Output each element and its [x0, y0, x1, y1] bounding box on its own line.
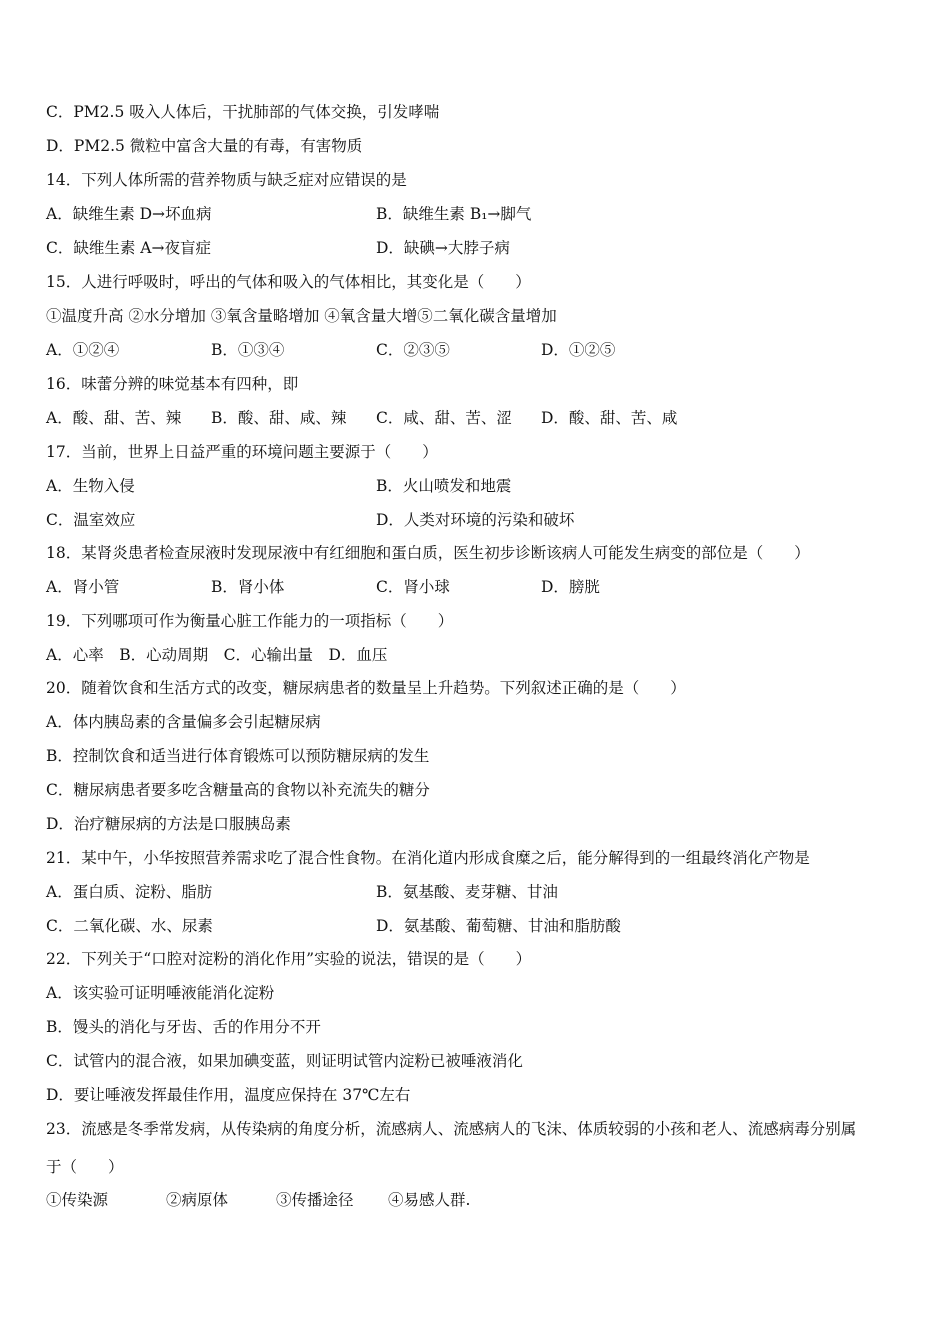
question-18: 18．某肾炎患者检查尿液时发现尿液中有红细胞和蛋白质，医生初步诊断该病人可能发生病变的部位是（ ） [46, 544, 810, 562]
q17-option-b: B．火山喷发和地震 [376, 477, 512, 495]
q23-option-4: ④易感人群. [388, 1191, 471, 1209]
q14-option-d: D．缺碘→大脖子病 [376, 239, 510, 257]
q21-option-d: D．氨基酸、葡萄糖、甘油和脂肪酸 [376, 917, 621, 935]
q22-option-c: C．试管内的混合液，如果加碘变蓝，则证明试管内淀粉已被唾液消化 [46, 1052, 523, 1070]
q18-option-d: D．膀胱 [541, 578, 600, 596]
q18-option-c: C．肾小球 [376, 578, 450, 596]
q22-option-b: B．馒头的消化与牙齿、舌的作用分不开 [46, 1018, 321, 1036]
q23-option-2: ②病原体 [166, 1191, 229, 1209]
q16-option-c: C．咸、甜、苦、涩 [376, 409, 512, 427]
question-23: 23．流感是冬季常发病，从传染病的角度分析，流感病人、流感病人的飞沫、体质较弱的小孩和老人、流感病毒分别属 [46, 1120, 857, 1138]
q21-option-c: C．二氧化碳、水、尿素 [46, 917, 213, 935]
q14-option-b: B．缺维生素 B₁→脚气 [376, 205, 532, 223]
option-line: D．PM2.5 微粒中富含大量的有毒，有害物质 [46, 137, 363, 155]
q15-option-a: A．①②④ [46, 341, 120, 359]
q15-option-c: C．②③⑤ [376, 341, 450, 359]
q14-option-c: C．缺维生素 A→夜盲症 [46, 239, 211, 257]
q21-option-a: A．蛋白质、淀粉、脂肪 [46, 883, 213, 901]
q20-option-b: B．控制饮食和适当进行体育锻炼可以预防糖尿病的发生 [46, 747, 430, 765]
q15-option-b: B．①③④ [211, 341, 285, 359]
question-21: 21．某中午，小华按照营养需求吃了混合性食物。在消化道内形成食糜之后，能分解得到的一组最终消化产物是 [46, 849, 810, 867]
q20-option-a: A．体内胰岛素的含量偏多会引起糖尿病 [46, 713, 321, 731]
q22-option-a: A．该实验可证明唾液能消化淀粉 [46, 984, 275, 1002]
q23-option-3: ③传播途径 [276, 1191, 354, 1209]
question-22: 22．下列关于“口腔对淀粉的消化作用”实验的说法，错误的是（ ） [46, 950, 532, 968]
q17-option-c: C．温室效应 [46, 511, 136, 529]
q19-options: A．心率 B．心动周期 C．心输出量 D．血压 [46, 646, 388, 664]
question-19: 19．下列哪项可作为衡量心脏工作能力的一项指标（ ） [46, 612, 454, 630]
question-14: 14．下列人体所需的营养物质与缺乏症对应错误的是 [46, 171, 407, 189]
q18-option-b: B．肾小体 [211, 578, 285, 596]
q21-option-b: B．氨基酸、麦芽糖、甘油 [376, 883, 558, 901]
question-23-continued: 于（ ） [46, 1158, 124, 1176]
q22-option-d: D．要让唾液发挥最佳作用，温度应保持在 37℃左右 [46, 1086, 411, 1104]
q16-option-d: D．酸、甜、苦、咸 [541, 409, 678, 427]
q20-option-c: C．糖尿病患者要多吃含糖量高的食物以补充流失的糖分 [46, 781, 430, 799]
q15-option-d: D．①②⑤ [541, 341, 616, 359]
q23-option-1: ①传染源 [46, 1191, 109, 1209]
question-20: 20．随着饮食和生活方式的改变，糖尿病患者的数量呈上升趋势。下列叙述正确的是（ ） [46, 679, 686, 697]
q14-option-a: A．缺维生素 D→坏血病 [46, 205, 212, 223]
q17-option-a: A．生物入侵 [46, 477, 135, 495]
option-line: C．PM2.5 吸入人体后，干扰肺部的气体交换，引发哮喘 [46, 103, 440, 121]
question-16: 16．味蕾分辨的味觉基本有四种，即 [46, 375, 299, 393]
question-15: 15．人进行呼吸时，呼出的气体和吸入的气体相比，其变化是（ ） [46, 273, 531, 291]
q20-option-d: D．治疗糖尿病的方法是口服胰岛素 [46, 815, 291, 833]
q18-option-a: A．肾小管 [46, 578, 120, 596]
q17-option-d: D．人类对环境的污染和破坏 [376, 511, 575, 529]
q16-option-b: B．酸、甜、咸、辣 [211, 409, 347, 427]
q16-option-a: A．酸、甜、苦、辣 [46, 409, 182, 427]
question-17: 17．当前，世界上日益严重的环境问题主要源于（ ） [46, 443, 438, 461]
q15-statements: ①温度升高 ②水分增加 ③氧含量略增加 ④氧含量大增⑤二氧化碳含量增加 [46, 307, 557, 325]
